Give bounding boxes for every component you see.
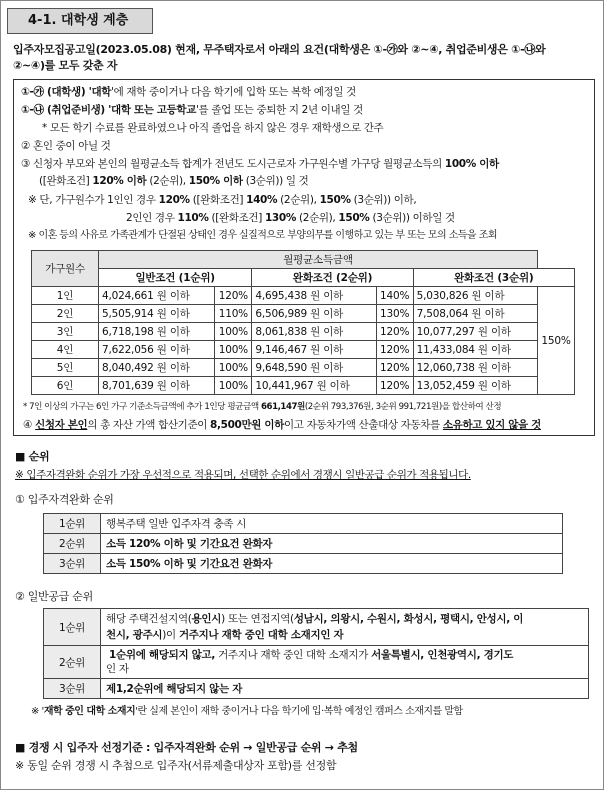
condition-3-note-1: ※ 단, 가구원수가 1인인 경우 120% ([완화조건] 140% (2순위), 150% (3순위)) 이하, <box>28 194 417 206</box>
relax2-pct: 120% <box>376 341 413 359</box>
intro-line-1: 입주자모집공고일(2023.05.08) 현재, 무주택자로서 아래의 요건(대학생은 ①-㉮와 ②~④, 취업준비생은 ①-㉯와 <box>13 43 546 56</box>
table-row <box>44 646 589 679</box>
relax3-amount: 12,060,738 원 이하 <box>413 359 537 377</box>
header-household: 가구원수 <box>32 251 99 287</box>
relax3-amount: 11,433,084 원 이하 <box>413 341 537 359</box>
rank-desc: 해당 주택건설지역(용인시) 또는 연접지역(성남시, 의왕시, 수원시, 화성시, 평택시, 안성시, 이 천시, 광주시)이 거주지나 재학 중인 대학 소재지인 자 <box>101 609 589 646</box>
rank-label: 3순위 <box>44 554 101 574</box>
condition-3: ③ 신청자 부모와 본인의 월평균소득 합계가 전년도 도시근로자 가구원수별 가구당 월평균소득의 100% 이하 <box>21 158 499 170</box>
table-row <box>44 679 589 699</box>
condition-1b-note: * 모든 학기 수료를 완료하였으나 아직 졸업을 하지 않은 경우 재학생으로 간주 <box>42 122 384 134</box>
rank-desc: 1순위에 해당되지 않고, 거주지나 재학 중인 대학 소재지가 서울특별시, 인천광역시, 경기도 인 자 <box>101 646 589 679</box>
intro-line-2: ②~④)를 모두 갖춘 자 <box>13 59 118 72</box>
general-pct: 100% <box>215 323 252 341</box>
rank-label: 2순위 <box>44 646 101 679</box>
table-row <box>44 534 563 554</box>
general-amount: 8,040,492 원 이하 <box>99 359 215 377</box>
general-pct: 120% <box>215 287 252 305</box>
relax3-amount: 10,077,297 원 이하 <box>413 323 537 341</box>
household-cell: 1인 <box>32 287 99 305</box>
general-order-heading: ② 일반공급 순위 <box>15 590 93 603</box>
relax2-amount: 4,695,438 원 이하 <box>252 287 376 305</box>
order-note: ※ 입주자격완화 순위가 가장 우선적으로 적용되며, 선택한 순위에서 경쟁시 일반공급 순위가 적용됩니다. <box>15 469 471 481</box>
general-pct: 100% <box>215 341 252 359</box>
general-order-table <box>43 608 589 699</box>
general-amount: 8,701,639 원 이하 <box>99 377 215 395</box>
relax2-amount: 9,146,467 원 이하 <box>252 341 376 359</box>
rank-label: 1순위 <box>44 609 101 646</box>
table-row <box>32 323 575 341</box>
section-title: 4-1. 대학생 계층 <box>7 8 153 34</box>
table-row <box>32 341 575 359</box>
relax3-pct: 150% <box>538 287 575 395</box>
general-amount: 5,505,914 원 이하 <box>99 305 215 323</box>
campus-note: ※ '재학 중인 대학 소재지'란 실제 본인이 재학 중이거나 다음 학기에 입·복학 예정인 캠퍼스 소재지를 말함 <box>31 706 463 717</box>
condition-3-relax: ([완화조건] 120% 이하 (2순위), 150% 이하 (3순위)) 일 것 <box>39 175 309 187</box>
intro-text <box>13 42 597 74</box>
selection-criteria: ■ 경쟁 시 입주자 선정기준 : 입주자격완화 순위 → 일반공급 순위 → 추첨 <box>15 741 358 754</box>
header-general: 일반조건 (1순위) <box>99 269 252 287</box>
rank-label: 2순위 <box>44 534 101 554</box>
header-relax-2: 완화조건 (2순위) <box>252 269 413 287</box>
header-income: 월평균소득금액 <box>99 251 538 269</box>
rank-desc: 소득 120% 이하 및 기간요건 완화자 <box>101 534 563 554</box>
general-pct: 110% <box>215 305 252 323</box>
relax2-pct: 130% <box>376 305 413 323</box>
rank-desc: 행복주택 일반 입주자격 충족 시 <box>101 514 563 534</box>
relax2-pct: 120% <box>376 359 413 377</box>
table-row <box>44 514 563 534</box>
selection-note: ※ 동일 순위 경쟁 시 추첨으로 입주자(서류제출대상자 포함)를 선정함 <box>15 759 337 772</box>
rank-desc: 제1,2순위에 해당되지 않는 자 <box>101 679 589 699</box>
relax2-amount: 6,506,989 원 이하 <box>252 305 376 323</box>
table-row <box>32 377 575 395</box>
household-cell: 4인 <box>32 341 99 359</box>
relax-order-heading: ① 입주자격완화 순위 <box>15 493 114 506</box>
condition-1a: ①-㉮ (대학생) '대학'에 재학 중이거나 다음 학기에 입학 또는 복학 예정일 것 <box>21 86 356 98</box>
rank-label: 1순위 <box>44 514 101 534</box>
condition-1b: ①-㉯ (취업준비생) '대학 또는 고등학교'를 졸업 또는 중퇴한 지 2년 이내일 것 <box>21 104 363 116</box>
table-row <box>44 554 563 574</box>
condition-2: ② 혼인 중이 아닐 것 <box>21 140 111 152</box>
relax3-amount: 7,508,064 원 이하 <box>413 305 537 323</box>
general-amount: 4,024,661 원 이하 <box>99 287 215 305</box>
relax3-amount: 5,030,826 원 이하 <box>413 287 537 305</box>
condition-3-note-3: ※ 이혼 등의 사유로 가족관계가 단절된 상태인 경우 실질적으로 부양의무를 이행하고 있는 부 또는 모의 소득을 조회 <box>28 230 497 241</box>
table-row <box>32 287 575 305</box>
income-table <box>31 250 575 395</box>
relax3-amount: 13,052,459 원 이하 <box>413 377 537 395</box>
relax2-pct: 140% <box>376 287 413 305</box>
relax-order-table <box>43 513 563 574</box>
table-row <box>44 609 589 646</box>
household-cell: 6인 <box>32 377 99 395</box>
rank-label: 3순위 <box>44 679 101 699</box>
general-pct: 100% <box>215 359 252 377</box>
relax2-amount: 9,648,590 원 이하 <box>252 359 376 377</box>
household-cell: 3인 <box>32 323 99 341</box>
household-cell: 2인 <box>32 305 99 323</box>
relax2-amount: 8,061,838 원 이하 <box>252 323 376 341</box>
condition-3-note-2: 2인인 경우 110% ([완화조건] 130% (2순위), 150% (3순위)) 이하일 것 <box>126 212 455 224</box>
table-row <box>32 359 575 377</box>
household-cell: 5인 <box>32 359 99 377</box>
general-pct: 100% <box>215 377 252 395</box>
relax2-pct: 120% <box>376 377 413 395</box>
income-footnote: * 7인 이상의 가구는 6인 가구 기준소득금액에 추가 1인당 평균금액 661,147원(2순위 793,376원, 3순위 991,721원)을 합산하여 산정 <box>23 402 502 412</box>
relax2-amount: 10,441,967 원 이하 <box>252 377 376 395</box>
general-amount: 6,718,198 원 이하 <box>99 323 215 341</box>
condition-4: ④ 신청자 본인의 총 자산 가액 합산기준이 8,500만원 이하이고 자동차가액 산출대상 자동차를 소유하고 있지 않을 것 <box>23 419 541 431</box>
general-amount: 7,622,056 원 이하 <box>99 341 215 359</box>
relax2-pct: 120% <box>376 323 413 341</box>
rank-desc: 소득 150% 이하 및 기간요건 완화자 <box>101 554 563 574</box>
header-relax-3: 완화조건 (3순위) <box>413 269 574 287</box>
table-row <box>32 305 575 323</box>
order-heading: ■ 순위 <box>15 450 50 463</box>
